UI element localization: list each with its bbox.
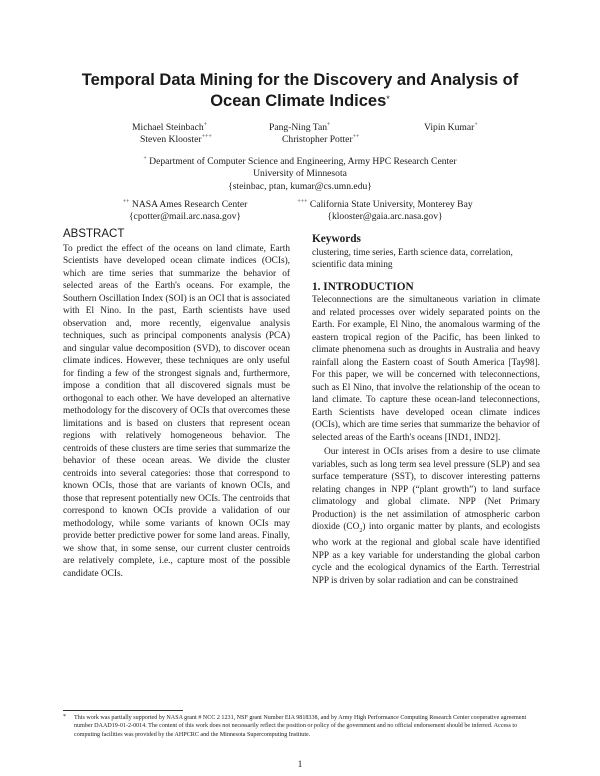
left-column xyxy=(63,228,290,580)
title-line-1: Temporal Data Mining for the Discovery and Analysis of xyxy=(81,71,519,89)
email-umn: {steinbac, ptan, kumar@cs.umn.edu} xyxy=(228,180,372,192)
footnote-rule xyxy=(63,710,183,711)
author-klooster: Steven Klooster+++ xyxy=(140,134,212,146)
author-steinbach: Michael Steinbach+ xyxy=(132,122,208,134)
intro-paragraph-1: Teleconnections are the simultaneous variation in climate and related processes over widely separated points on the Earth. For example, El Nino, the anomalous warming of the eastern tropical region of the Pacific, has been linked to climate phenomena such as droughts in Australia and heavy rainfall along the Eastern coast of South America [Tay98]. For this paper, we will be concerned with teleconnections, such as El Nino, that involve the relationship of the ocean to land climate. To capture these ocean-land teleconnections, Earth Scientists have developed ocean climate indices (OCIs), which are time series that summarize the behavior of selected areas of the Earth's oceans [IND1, IND2]. xyxy=(312,295,540,443)
abstract-text: To predict the effect of the oceans on land climate, Earth Scientists have developed ocean climate indices (OCIs), which are time series that summarize the behavior of selected areas of the Earth's oceans. For example, the Southern Oscillation Index (SOI) is an OCI that is associated with El Nino. In the past, Earth scientists have used observation and, more recently, eigenvalue analysis techniques, such as principal components analysis (PCA) and singular value decomposition (SVD), to discover ocean climate indices. However, these techniques are only useful for finding a few of the strongest signals and, furthermore, impose a condition that all discovered signals must be orthogonal to each other. We have developed an alternative methodology for the discovery of OCIs that overcomes these limitations and is based on clusters that represent ocean regions with relatively homogeneous behavior. The centroids of these clusters are time series that summarize the behavior of these ocean areas. We divide the cluster centroids into several categories: those that correspond to known OCIs, those that are variants of known OCIs, and those that represent potentially new OCIs. The centroids that correspond to known OCIs provide a validation of our methodology, while some variants of known OCIs may provide better predictive power for some land areas. Finally, we show that, in some sense, our current cluster centroids are relatively complete, i.e., capture most of the possible candidate OCIs. xyxy=(63,243,290,579)
abstract-heading: ABSTRACT xyxy=(63,228,125,240)
page-number: 1 xyxy=(297,760,303,770)
intro-paragraph-2: Our interest in OCIs arises from a desire to use climate variables, such as long term sea level pressure (SLP) and sea surface temperature (SST), to discover interesting patterns relating changes in NPP (“plant growth”) to land surface climatology and global climate. NPP (Net Primary Production) is the net assimilation of atmospheric carbon dioxide $(CO_2)$ into organic matter by plants, and ecologists who work at the regional and global scale have identified NPP as a key variable for understanding the global carbon cycle and the ecological dynamics of the Earth. Terrestrial NPP is driven by solar radiation and can be constrained xyxy=(312,447,540,586)
footnote-text: This work was partially supported by NASA grant # NCC 2 1231, NSF grant Number EIA 9818338, and by Army High Performance Computing Research Center cooperative agreement number DAAD19-01-2-0014. The content of this work does not necessarily reflect the position or policy of the government and no official endorsement should be inferred. Access to computing facilities was provided by the AHPCRC and the Minnesota Supercomputing Institute. xyxy=(74,715,527,738)
footnote-mark: * xyxy=(63,714,66,720)
right-column xyxy=(312,233,540,587)
keywords-text: clustering, time series, Earth science data, correlation, scientific data mining xyxy=(312,247,513,270)
affiliation-umn: + Department of Computer Science and Engineering, Army HPC Research Center University of Minnesota {steinbac, ptan, kumar@cs.umn.edu} xyxy=(100,153,500,193)
author-kumar: Vipin Kumar+ xyxy=(424,122,478,134)
title-footnote-mark: * xyxy=(386,94,390,104)
author-tan: Pang-Ning Tan+ xyxy=(269,122,331,134)
keywords-heading: Keywords xyxy=(312,233,361,245)
introduction-heading: 1. INTRODUCTION xyxy=(312,280,414,293)
email-csu: {klooster@gaia.arc.nasa.gov} xyxy=(327,211,443,223)
author-potter: Christopher Potter++ xyxy=(282,134,360,146)
paper-title xyxy=(60,70,540,112)
affiliation-nasa: ++ NASA Ames Research Center {cpotter@mail.arc.nasa.gov} xyxy=(85,196,285,224)
title-line-2: Ocean Climate Indices* xyxy=(210,92,390,110)
email-nasa: {cpotter@mail.arc.nasa.gov} xyxy=(128,211,242,223)
affiliation-csu: +++ California State University, Monterey Bay {klooster@gaia.arc.nasa.gov} xyxy=(280,196,490,224)
footnote xyxy=(63,714,543,739)
